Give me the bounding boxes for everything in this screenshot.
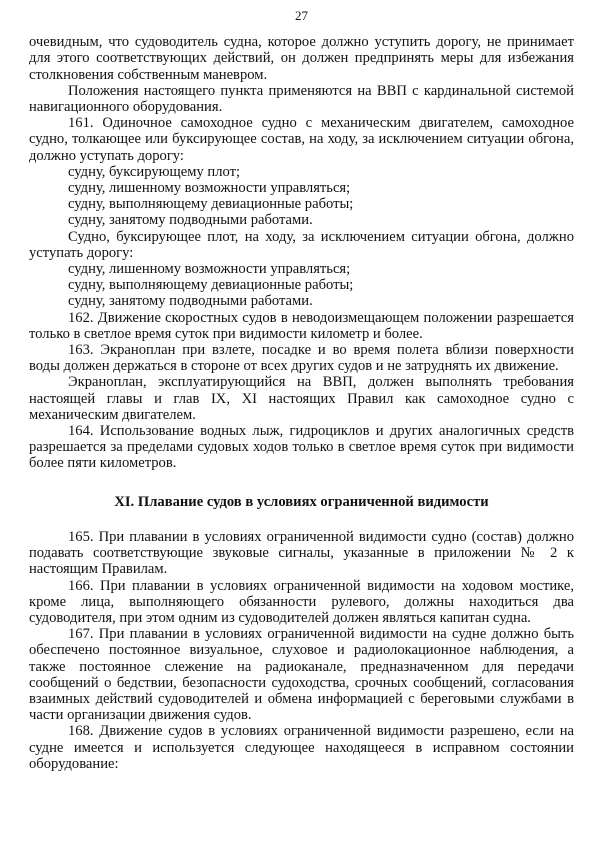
paragraph: 162. Движение скоростных судов в неводоизмещающем положении разрешается только в светлое время суток при видимости километр и более.	[29, 309, 574, 342]
list-item: судну, занятому подводными работами.	[68, 212, 313, 229]
list-item: судну, выполняющему девиационные работы;	[68, 277, 354, 294]
paragraph: очевидным, что судоводитель судна, которое должно уступить дорогу, не принимает для этого соответствующих действий, он должен предпринять меры для избежания столкновения собственным маневром.	[29, 34, 574, 83]
body-text-top	[29, 34, 574, 471]
paragraph: 166. При плавании в условиях ограниченной видимости на ходовом мостике, кроме лица, выполняющего обязанности рулевого, должны находиться два судоводителя, при этом одним из судоводителей должен являться капитан судна.	[29, 577, 574, 626]
paragraph: Экраноплан, эксплуатирующийся на ВВП, должен выполнять требования настоящей главы и глав IX, XI настоящих Правил как самоходное судно с механическим двигателем.	[29, 374, 574, 423]
list-item: судну, выполняющему девиационные работы;	[68, 196, 354, 213]
list-item: судну, лишенному возможности управляться;	[68, 180, 351, 197]
paragraph: 164. Использование водных лыж, гидроциклов и других аналогичных средств разрешается за пределами судовых ходов только в светлое время суток при видимости более пяти километров.	[29, 423, 574, 472]
list-item: судну, занятому подводными работами.	[68, 293, 313, 310]
page-number: 27	[295, 8, 308, 23]
body-text-bottom	[29, 529, 574, 772]
list-item: судну, лишенному возможности управляться;	[68, 261, 351, 278]
list-item: судну, буксирующему плот;	[68, 163, 241, 180]
section-heading: XI. Плавание судов в условиях ограниченной видимости	[114, 493, 489, 510]
paragraph: 168. Движение судов в условиях ограниченной видимости разрешено, если на судне имеется и используется следующее находящееся в исправном состоянии оборудование:	[29, 723, 574, 772]
paragraph: Положения настоящего пункта применяются на ВВП с кардинальной системой навигационного оборудования.	[29, 82, 574, 116]
paragraph: 161. Одиночное самоходное судно с механическим двигателем, самоходное судно, толкающее или буксирующее состав, на ходу, за исключением ситуации обгона, должно уступать дорогу:	[29, 115, 574, 164]
paragraph: Судно, буксирующее плот, на ходу, за исключением ситуации обгона, должно уступать дорогу:	[29, 228, 574, 261]
paragraph: 167. При плавании в условиях ограниченной видимости на судне должно быть обеспечено постоянное визуальное, слуховое и радиолокационное наблюдения, а также постоянное слежение на радиоканале, предназначенном для передачи сообщений о бедствии, безопасности судоходства, срочных сообщений, согласования взаимных действий судоводителей и обмена информацией с береговыми службами в части организации движения судов.	[29, 626, 574, 724]
paragraph: 165. При плавании в условиях ограниченной видимости судно (состав) должно подавать соответствующие звуковые сигналы, указанные в приложении № 2 к настоящим Правилам.	[29, 528, 574, 578]
paragraph: 163. Экраноплан при взлете, посадке и во время полета вблизи поверхности воды должен держаться в стороне от всех других судов и не затруднять их движение.	[29, 342, 574, 375]
